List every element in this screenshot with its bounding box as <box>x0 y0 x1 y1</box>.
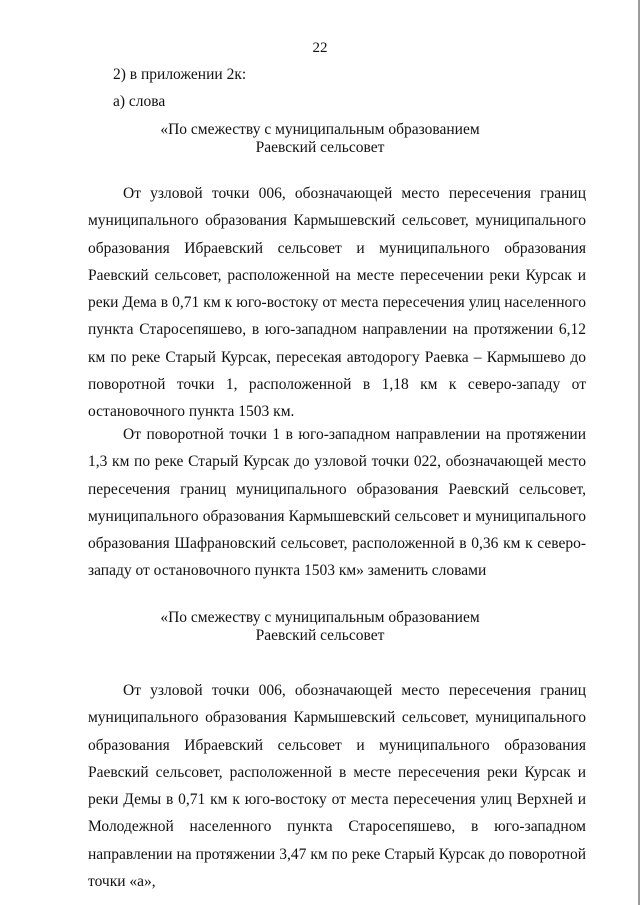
section-heading-2-line1: «По смежеству с муниципальным образованием <box>160 609 480 626</box>
section-heading-1-line1: «По смежеству с муниципальным образованием <box>160 121 480 138</box>
list-item-a: а) слова <box>113 93 166 110</box>
section-heading-2-line2: Раевский сельсовет <box>255 627 385 644</box>
section-heading-1-line2: Раевский сельсовет <box>255 139 385 156</box>
paragraph-1: От узловой точки 006, обозначающей место пересечения границ муниципального образования Кармышевский сельсовет, муниципального образования Ибраевский сельсовет и муниципального образования Раевский сельсовет, расположенной на месте пересечении реки Курсак и реки Дема в 0,71 км к юго-востоку от места пересечения улиц населенного пункта Старосепяшево, в юго-западном направлении на протяжении 6,12 км по реке Старый Курсак, пересекая автодорогу Раевка – Кармышево до поворотной точки 1, расположенной в 1,18 км к северо-западу от остановочного пункта 1503 км. <box>88 185 586 421</box>
section-heading-1 <box>0 121 640 157</box>
section-heading-2 <box>0 609 640 645</box>
page-number: 22 <box>312 40 328 56</box>
list-item-2: 2) в приложении 2к: <box>113 66 247 83</box>
paragraph-3: От узловой точки 006, обозначающей место пересечения границ муниципального образования Кармышевский сельсовет, муниципального образования Ибраевский сельсовет и муниципального образования Раевский сельсовет, расположенной в месте пересечения реки Курсак и реки Демы в 0,71 км к юго-востоку от места пересечения улиц Верхней и Молодежной населенного пункта Старосепяшево, в юго-западном направлении на протяжении 3,47 км по реке Старый Курсак до поворотной точки «а», <box>88 682 586 891</box>
paragraph-2: От поворотной точки 1 в юго-западном направлении на протяжении 1,3 км по реке Старый Курсак до узловой точки 022, обозначающей место пересечения границ муниципального образования Раевский сельсовет, муниципального образования Кармышевский сельсовет и муниципального образования Шафрановский сельсовет, расположенной в 0,36 км к северо-западу от остановочного пункта 1503 км» заменить словами <box>88 426 586 580</box>
